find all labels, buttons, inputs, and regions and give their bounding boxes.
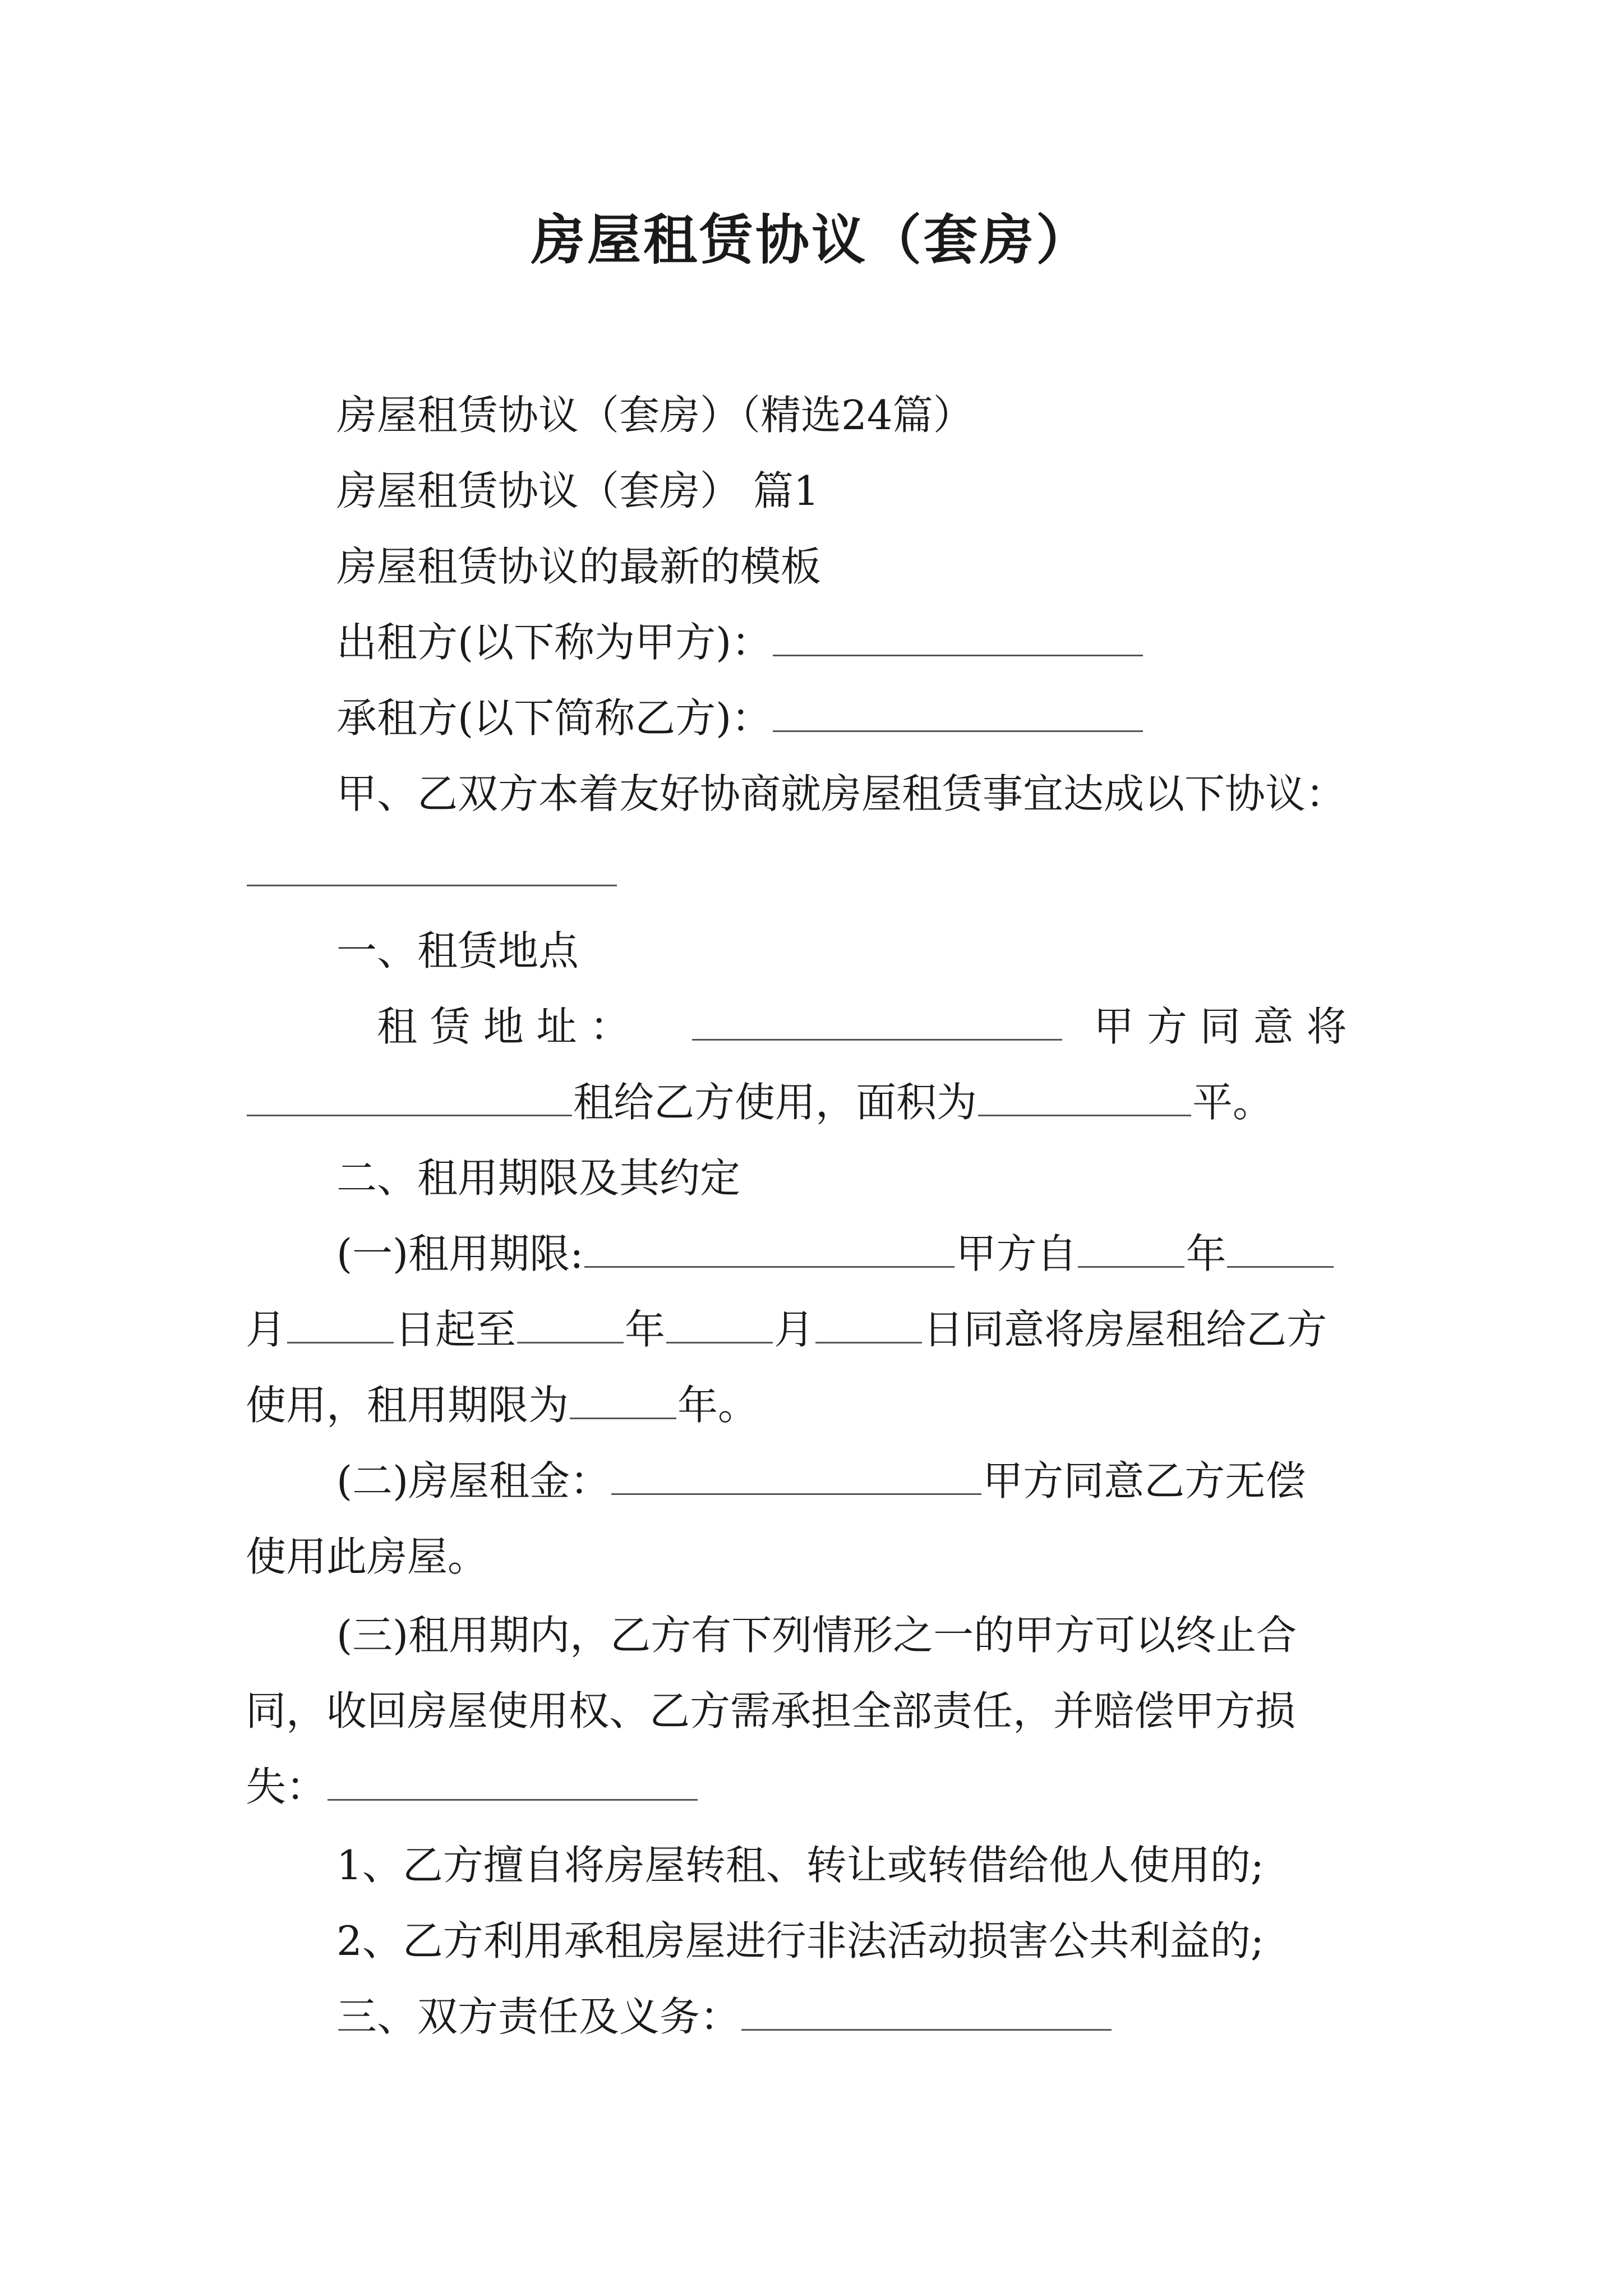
rent-blank: [611, 1454, 981, 1495]
agreement-intro: 甲、乙双方本着友好协商就房屋租赁事宜达成以下协议：: [336, 770, 1347, 817]
section-3-line: [336, 1989, 1113, 2045]
loss-label: 失：: [246, 1763, 327, 1810]
intro-text: 房屋租赁协议的最新的模板: [336, 543, 822, 590]
loss-blank: [328, 1760, 698, 1801]
lessor-label: 出租方(以下称为甲方)：: [336, 619, 772, 666]
agreement-blank-line: [246, 844, 618, 900]
month-label-2: 月: [774, 1306, 815, 1353]
term-line-2: [246, 1301, 1327, 1358]
termination-line-2: 同，收回房屋使用权、乙方需承担全部责任，并赔偿甲方损: [246, 1687, 1296, 1734]
subtitle: 房屋租赁协议（套房）（精选24篇）: [336, 392, 974, 439]
document-title: 房屋租赁协议（套房）: [531, 208, 1092, 272]
rent-label: (二)房屋租金：: [336, 1457, 611, 1504]
address-agree: 甲 方 同 意 将: [1094, 1003, 1347, 1050]
use-period-text: 使用，租用期限为: [246, 1382, 569, 1429]
rent-continued: 使用此房屋。: [246, 1533, 488, 1580]
lessee-line: [336, 690, 1144, 746]
termination-line-1: (三)租用期内，乙方有下列情形之一的甲方可以终止合: [336, 1612, 1297, 1659]
rent-to-text: 租给乙方使用，面积为: [573, 1079, 978, 1126]
start-month-blank: [1227, 1227, 1334, 1268]
end-year-blank: [517, 1303, 624, 1343]
end-day-blank: [815, 1303, 922, 1343]
agreement-blank: [247, 845, 617, 886]
day-from-text: 日起至: [395, 1306, 517, 1353]
chapter-heading: 房屋租赁协议（套房） 篇1: [336, 467, 819, 514]
property-blank: [247, 1075, 572, 1116]
lessor-blank: [773, 615, 1143, 656]
term-line-3: [246, 1377, 758, 1433]
lessor-line: [336, 614, 1144, 670]
end-month-blank: [666, 1303, 773, 1343]
term-label: (一)租用期限:: [336, 1230, 584, 1277]
month-label-1: 月: [246, 1306, 287, 1353]
address-blank: [692, 1000, 1062, 1041]
section-3-heading: 三、双方责任及义务：: [336, 1993, 741, 2040]
start-day-blank: [287, 1303, 394, 1343]
term-from: 甲方自: [956, 1230, 1077, 1277]
section-1-heading: 一、租赁地点: [336, 927, 579, 974]
termination-line-3: [246, 1759, 699, 1815]
term-blank: [584, 1227, 955, 1268]
list-item-1: 1、乙方擅自将房屋转租、转让或转借给他人使用的;: [336, 1842, 1265, 1889]
address-blank-wrap: [691, 999, 1063, 1055]
duties-blank: [741, 1990, 1112, 2031]
address-label: 租 赁 地 址 ：: [377, 1003, 630, 1050]
day-agree-text: 日同意将房屋租给乙方: [923, 1306, 1327, 1353]
rent-to-line: [246, 1074, 1273, 1130]
area-blank: [978, 1075, 1191, 1116]
lessee-blank: [773, 691, 1143, 732]
year-label-2: 年: [625, 1306, 666, 1353]
term-line-1: [336, 1226, 1335, 1282]
start-year-blank: [1078, 1227, 1184, 1268]
rent-line: [336, 1453, 1306, 1509]
period-years-blank: [570, 1378, 676, 1419]
address-line: [377, 999, 630, 1055]
list-item-2: 2、乙方利用承租房屋进行非法活动损害公共利益的;: [336, 1917, 1265, 1964]
area-unit: 平。: [1192, 1079, 1274, 1126]
year-end-text: 年。: [677, 1382, 759, 1429]
lessee-label: 承租方(以下简称乙方)：: [336, 694, 772, 742]
section-2-heading: 二、租用期限及其约定: [336, 1154, 741, 1202]
rent-text: 甲方同意乙方无偿: [983, 1457, 1306, 1504]
year-label-1: 年: [1186, 1230, 1227, 1277]
